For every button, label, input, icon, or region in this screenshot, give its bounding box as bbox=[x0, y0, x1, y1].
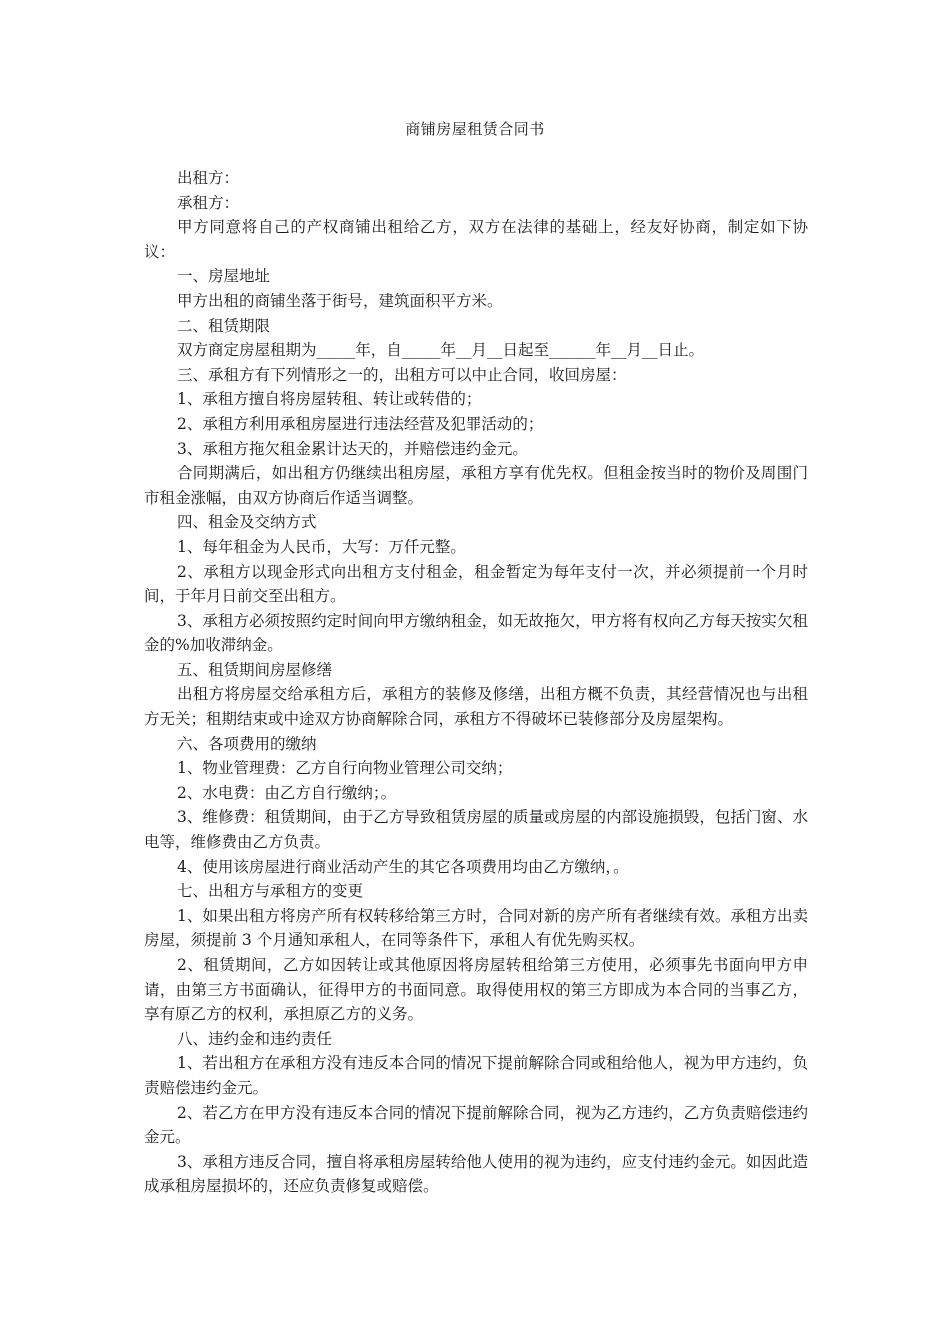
list-item: 3、承租方拖欠租金累计达天的，并赔偿违约金元。 bbox=[177, 439, 528, 458]
list-item: 1、每年租金为人民币，大写：万仟元整。 bbox=[177, 537, 466, 556]
list-item: 3、承租方违反合同，擅自将承租房屋转给他人使用的视为违约，应支付违约金元。如因此造成承租房屋损坏的，还应负责修复或赔偿。 bbox=[144, 1152, 808, 1196]
list-item: 2、租赁期间，乙方如因转让或其他原因将房屋转租给第三方使用，必须事先书面向甲方申请，由第三方书面确认，征得甲方的书面同意。取得使用权的第三方即成为本合同的当事乙方，享有原乙方的权利，承担原乙方的义务。 bbox=[144, 956, 808, 1024]
section-heading: 五、租赁期间房屋修缮 bbox=[177, 660, 333, 679]
document-title: 商铺房屋租赁合同书 bbox=[405, 120, 545, 138]
section-heading: 三、承租方有下列情形之一的，出租方可以中止合同，收回房屋： bbox=[177, 365, 627, 384]
section-heading: 七、出租方与承租方的变更 bbox=[177, 882, 364, 901]
paragraph: 双方商定房屋租期为_____年，自_____年__月__日起至______年__月__日止。 bbox=[177, 341, 705, 360]
list-item: 4、使用该房屋进行商业活动产生的其它各项费用均由乙方缴纳，。 bbox=[177, 857, 629, 876]
list-item: 2、承租方以现金形式向出租方支付租金，租金暂定为每年支付一次，并必须提前一个月时间，于年月日前交至出租方。 bbox=[144, 562, 808, 606]
section-heading: 六、各项费用的缴纳 bbox=[177, 734, 317, 753]
paragraph-lessee: 承租方： bbox=[177, 193, 240, 212]
list-item: 1、如果出租方将房产所有权转移给第三方时，合同对新的房产所有者继续有效。承租方出卖房屋，须提前 3 个月通知承租人，在同等条件下，承租人有优先购买权。 bbox=[144, 906, 808, 950]
document-body bbox=[144, 166, 808, 1199]
list-item: 1、承租方擅自将房屋转租、转让或转借的； bbox=[177, 390, 482, 409]
list-item: 2、水电费：由乙方自行缴纳；。 bbox=[177, 783, 397, 802]
section-heading: 二、租赁期限 bbox=[177, 316, 271, 335]
list-item: 2、承租方利用承租房屋进行违法经营及犯罪活动的； bbox=[177, 414, 544, 433]
paragraph-preamble: 甲方同意将自己的产权商铺出租给乙方，双方在法律的基础上，经友好协商，制定如下协议： bbox=[144, 218, 808, 261]
list-item: 2、若乙方在甲方没有违反本合同的情况下提前解除合同，视为乙方违约，乙方负责赔偿违约金元。 bbox=[144, 1103, 808, 1147]
list-item: 1、若出租方在承租方没有违反本合同的情况下提前解除合同或租给他人，视为甲方违约，负责赔偿违约金元。 bbox=[144, 1054, 808, 1097]
section-heading: 一、房屋地址 bbox=[177, 267, 271, 286]
paragraph-lessor: 出租方： bbox=[177, 169, 240, 187]
list-item: 1、物业管理费：乙方自行向物业管理公司交纳； bbox=[177, 759, 513, 778]
paragraph: 合同期满后，如出租方仍继续出租房屋，承租方享有优先权。但租金按当时的物价及周围门市租金涨幅，由双方协商后作适当调整。 bbox=[144, 464, 808, 507]
section-heading: 四、租金及交纳方式 bbox=[177, 513, 317, 532]
paragraph: 甲方出租的商铺坐落于街号，建筑面积平方米。 bbox=[177, 291, 503, 310]
section-heading: 八、违约金和违约责任 bbox=[177, 1029, 333, 1048]
paragraph: 出租方将房屋交给承租方后，承租方的装修及修缮，出租方概不负责，其经营情况也与出租方无关；租期结束或中途双方协商解除合同，承租方不得破坏已装修部分及房屋架构。 bbox=[144, 685, 808, 729]
list-item: 3、维修费：租赁期间，由于乙方导致租赁房屋的质量或房屋的内部设施损毁，包括门窗、水电等，维修费由乙方负责。 bbox=[144, 808, 808, 852]
list-item: 3、承租方必须按照约定时间向甲方缴纳租金，如无故拖欠，甲方将有权向乙方每天按实欠租金的%加收滞纳金。 bbox=[144, 611, 808, 655]
